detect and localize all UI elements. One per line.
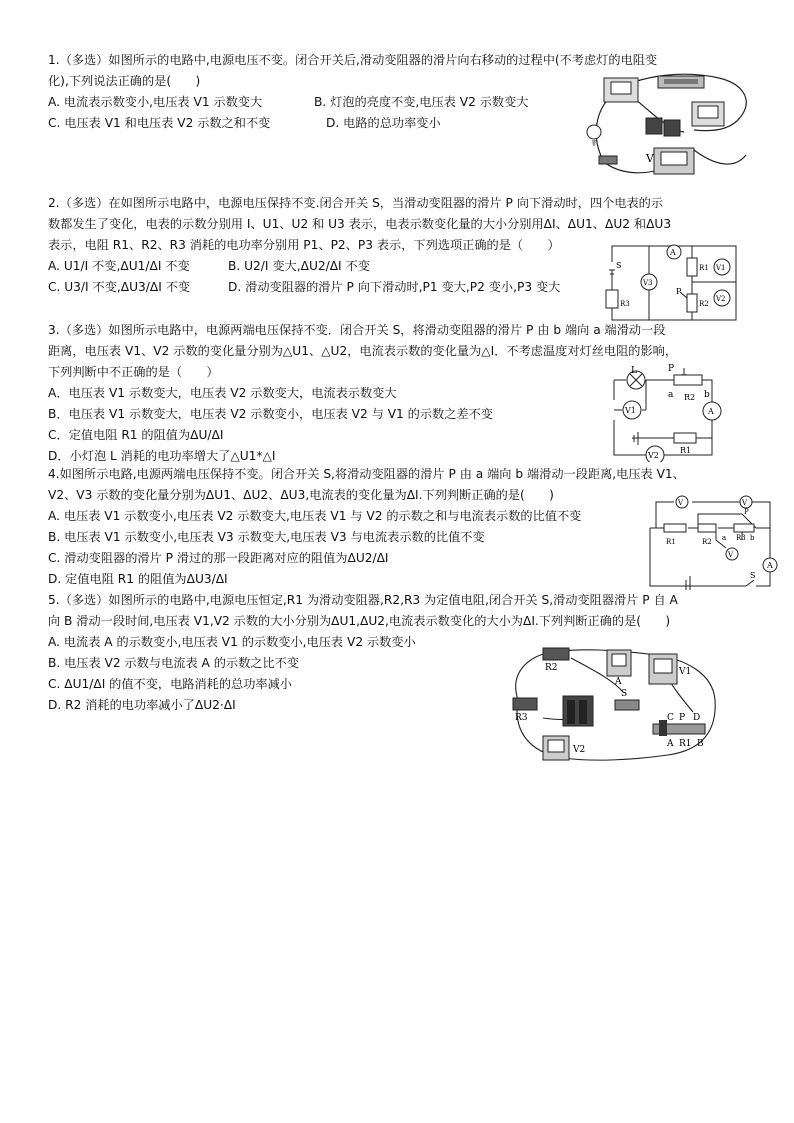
question-5-option-d: D. R2 消耗的电功率减小了ΔU2·ΔI [48,698,236,712]
q3-v1-label: V1 [625,406,636,415]
q5-a-end-label: A [667,739,674,749]
q2-r1-label: R1 [699,264,709,272]
q4-ammeter-label: A [767,561,773,570]
q5-v1-label: V1 [679,667,692,677]
question-4-text-line-1: 4.如图所示电路,电源两端电压保持不变。闭合开关 S,将滑动变阻器的滑片 P 由 a 端向 b 端滑动一段距离,电压表 V1、 [48,467,685,481]
q4-r3-label: R3 [736,534,746,542]
q4-v2-label: V [742,499,748,507]
question-2-option-d: D. 滑动变阻器的滑片 P 向下滑动时,P1 变大,P2 变小,P3 变大 [228,280,561,294]
question-5-text-line-1: 5.（多选）如图所示的电路中,电源电压恒定,R1 为滑动变阻器,R2,R3 为定值电阻,闭合开关 S,滑动变阻器滑片 P 自 A [48,593,678,607]
question-5-circuit-figure [503,640,723,775]
question-2-text-line-3: 表示，电阻 R1、R2、R3 消耗的电功率分别用 P1、P2、P3 表示，下列选项正确的是（ ） [48,238,560,252]
q4-switch-label: S [750,571,756,580]
question-3-text-line-2: 距离，电压表 V1、V2 示数的变化量分别为△U1、△U2，电流表示数的变化量为△I．不考虑温度对灯丝电阻的影响， [48,344,678,358]
question-1-option-a: A. 电流表示数变小,电压表 V1 示数变大 [48,95,263,109]
question-4 [48,464,748,590]
q3-v2-label: V2 [648,451,659,460]
q3-p-label: P [668,364,675,374]
q2-r3-label: R3 [620,300,630,308]
q2-switch-label: S [616,261,622,270]
q3-r1-label: R1 [680,446,692,455]
q3-b-end-label: b [704,390,710,400]
question-2-option-b: B. U2/I 变大,ΔU2/ΔI 不变 [228,259,370,273]
q4-v3-label: V [728,551,734,559]
q2-ammeter-label: A [670,248,676,257]
question-1-text-line-2: 化),下列说法正确的是( ) [48,74,201,88]
question-4-circuit-figure [646,490,786,597]
q4-p-label: P [744,508,749,516]
question-5-option-c: C. ΔU1/ΔI 的值不变，电路消耗的总功率减小 [48,677,292,691]
q5-p-label: P [679,713,686,723]
q5-c-label: C [667,713,674,723]
q2-r2-label: R2 [699,300,709,308]
q2-p-label: P [676,287,682,296]
question-1-option-b: B. 灯泡的亮度不变,电压表 V2 示数变大 [314,95,529,109]
q4-v1-label: V [678,499,684,507]
question-1-text-line-1: 1.（多选）如图所示的电路中,电源电压不变。闭合开关后,滑动变阻器的滑片向右移动的过程中(不考虑灯的电阻变 [48,53,658,67]
question-4-option-a: A. 电压表 V1 示数变小,电压表 V2 示数变大,电压表 V1 与 V2 的示数之和与电流表示数的比值不变 [48,509,582,523]
question-2-option-c: C. U3/I 不变,ΔU3/ΔI 不变 [48,280,191,294]
q4-r1-label: R1 [666,538,676,546]
q5-r1-label: R1 [679,739,692,749]
q1-voltmeter-label: V [646,152,654,165]
q3-r2-label: R2 [684,393,696,402]
question-4-option-c: C. 滑动变阻器的滑片 P 滑过的那一段距离对应的阻值为ΔU2/ΔI [48,551,389,565]
q5-d-label: D [693,713,701,723]
question-1-option-d: D. 电路的总功率变小 [326,116,441,130]
question-5-text-line-2: 向 B 滑动一段时间,电压表 V1,V2 示数的大小分别为ΔU1,ΔU2,电流表示数变化的大小为ΔI.下列判断正确的是( ) [48,614,671,628]
q3-lamp-label: L [631,366,637,376]
q2-v2-label: V2 [716,295,726,303]
question-5-option-b: B. 电压表 V2 示数与电流表 A 的示数之比不变 [48,656,300,670]
q5-r2-label: R2 [545,663,558,673]
question-3-option-d: D．小灯泡 L 消耗的电功率增大了△U1*△I [48,449,276,463]
question-2-text-line-2: 数都发生了变化，电表的示数分别用 I、U1、U2 和 U3 表示，电表示数变化量的大小分别用ΔI、ΔU1、ΔU2 和ΔU3 [48,217,672,231]
question-3-circuit-figure [604,360,729,469]
question-3-text-line-1: 3.（多选）如图所示电路中，电源两端电压保持不变．闭合开关 S，将滑动变阻器的滑片 P 由 b 端向 a 端滑动一段 [48,323,666,337]
question-4-option-b: B. 电压表 V1 示数变小,电压表 V3 示数变大,电压表 V3 与电流表示数的比值不变 [48,530,485,544]
q3-a-end-label: a [668,390,674,400]
q5-switch-label: S [621,689,628,699]
question-4-text-line-2: V2、V3 示数的变化量分别为ΔU1、ΔU2、ΔU3,电流表的变化量为ΔI.下列判断正确的是( ) [48,488,554,502]
question-3-option-b: B．电压表 V1 示数变大，电压表 V2 示数变小，电压表 V2 与 V1 的示数之差不变 [48,407,493,421]
q4-r2-label: R2 [702,538,712,546]
q2-v3-label: V3 [643,279,653,287]
q4-b-end-label: b [750,534,755,542]
question-2-text-line-1: 2.（多选）在如图所示电路中，电源电压保持不变.闭合开关 S，当滑动变阻器的滑片 P 向下滑动时，四个电表的示 [48,196,664,210]
question-3-option-a: A．电压表 V1 示数变大，电压表 V2 示数变大，电流表示数变大 [48,386,397,400]
question-3-text-line-3: 下列判断中不正确的是（ ） [48,365,219,379]
question-1-option-c: C. 电压表 V1 和电压表 V2 示数之和不变 [48,116,271,130]
q3-ammeter-label: A [708,407,714,416]
q5-r3-label: R3 [515,713,528,723]
question-3-option-c: C．定值电阻 R1 的阻值为ΔU/ΔI [48,428,224,442]
q5-b-end-label: B [697,739,704,749]
q2-v1-label: V1 [716,264,726,272]
question-4-option-d: D. 定值电阻 R1 的阻值为ΔU3/ΔI [48,572,228,586]
question-1-circuit-figure [574,70,754,187]
q4-a-end-label: a [722,534,727,542]
question-2-option-a: A. U1/I 不变,ΔU1/ΔI 不变 [48,259,190,273]
question-5-option-a: A. 电流表 A 的示数变小,电压表 V1 的示数变小,电压表 V2 示数变小 [48,635,416,649]
q5-v2-label: V2 [573,745,586,755]
question-2-circuit-figure [604,240,744,332]
q5-ammeter-label: A [615,677,622,687]
